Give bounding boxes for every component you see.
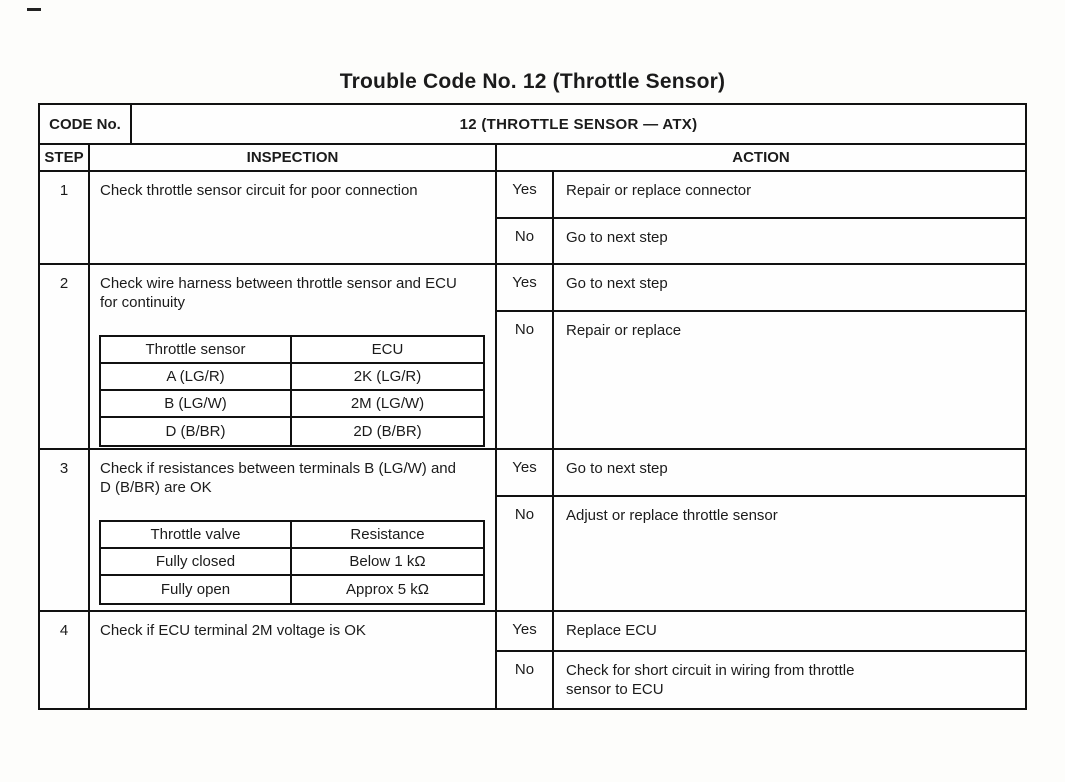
action-cell (497, 450, 1025, 610)
subtable-cell: 2M (LG/W) (350, 395, 425, 412)
step-row-2 (40, 265, 1025, 450)
trouble-code-table (38, 103, 1027, 710)
subtable-cell: Fully open (101, 576, 292, 603)
action-sub-row (497, 219, 1025, 263)
step-number: 3 (40, 450, 90, 610)
subtable-cell: Below 1 kΩ (349, 553, 426, 570)
inspection-text: Check if ECU terminal 2M voltage is OK (100, 622, 366, 639)
step-number: 4 (40, 612, 90, 708)
subtable-row (101, 391, 483, 418)
subtable-header-row (101, 337, 483, 364)
subtable-cell: B (LG/W) (101, 391, 292, 416)
code-label: CODE No. (40, 105, 132, 143)
action-sub-row (497, 612, 1025, 652)
action-text: Check for short circuit in wiring from throttle sensor to ECU (566, 662, 855, 698)
subtable-cell: Fully closed (101, 549, 292, 574)
action-text: Go to next step (566, 229, 668, 246)
action-text: Go to next step (566, 460, 668, 477)
answer-label: Yes (497, 612, 554, 650)
column-header-row (40, 145, 1025, 172)
subtable-row (101, 364, 483, 391)
step-row-3 (40, 450, 1025, 612)
subtable-cell: 2D (B/BR) (353, 423, 422, 440)
action-cell (497, 612, 1025, 708)
action-sub-row (497, 652, 1025, 708)
inspection-text: Check throttle sensor circuit for poor connection (100, 182, 418, 199)
scan-artifact (27, 8, 41, 11)
inspection-cell (90, 612, 497, 708)
step-number: 2 (40, 265, 90, 448)
action-cell (497, 172, 1025, 263)
action-sub-row (497, 497, 1025, 610)
answer-label: No (497, 497, 554, 610)
subtable-header: Throttle sensor (101, 337, 292, 362)
resistance-subtable (99, 520, 485, 605)
subtable-header: Resistance (350, 526, 425, 543)
inspection-cell (90, 265, 497, 448)
action-text: Replace ECU (566, 622, 657, 639)
action-sub-row (497, 265, 1025, 312)
header-action: ACTION (732, 149, 790, 166)
header-step: STEP (40, 145, 90, 170)
subtable-cell: Approx 5 kΩ (346, 581, 429, 598)
subtable-row (101, 576, 483, 603)
subtable-cell: A (LG/R) (101, 364, 292, 389)
subtable-header: Throttle valve (101, 522, 292, 547)
action-sub-row (497, 172, 1025, 219)
subtable-cell: D (B/BR) (101, 418, 292, 445)
action-cell (497, 265, 1025, 448)
action-text: Repair or replace connector (566, 182, 752, 199)
action-sub-row (497, 450, 1025, 497)
answer-label: Yes (497, 450, 554, 495)
page-title: Trouble Code No. 12 (Throttle Sensor) (339, 70, 726, 93)
subtable-row (101, 418, 483, 445)
subtable-cell: 2K (LG/R) (353, 368, 422, 385)
answer-label: No (497, 312, 554, 448)
subtable-header-row (101, 522, 483, 549)
wire-harness-subtable (99, 335, 485, 447)
answer-label: No (497, 652, 554, 708)
subtable-row (101, 549, 483, 576)
action-text: Repair or replace (566, 322, 682, 339)
action-text: Go to next step (566, 275, 668, 292)
action-text: Adjust or replace throttle sensor (566, 507, 778, 524)
step-row-1 (40, 172, 1025, 265)
inspection-text: Check if resistances between terminals B (LG/W) and D (B/BR) are OK (100, 460, 456, 496)
step-row-4 (40, 612, 1025, 708)
action-sub-row (497, 312, 1025, 448)
answer-label: No (497, 219, 554, 263)
inspection-text: Check wire harness between throttle sensor and ECU for continuity (100, 275, 457, 311)
answer-label: Yes (497, 265, 554, 310)
answer-label: Yes (497, 172, 554, 217)
inspection-cell (90, 172, 497, 263)
step-number: 1 (40, 172, 90, 263)
inspection-cell (90, 450, 497, 610)
code-row (40, 105, 1025, 145)
subtable-header: ECU (371, 341, 404, 358)
header-inspection: INSPECTION (90, 145, 497, 170)
code-value: 12 (THROTTLE SENSOR — ATX) (459, 115, 698, 133)
